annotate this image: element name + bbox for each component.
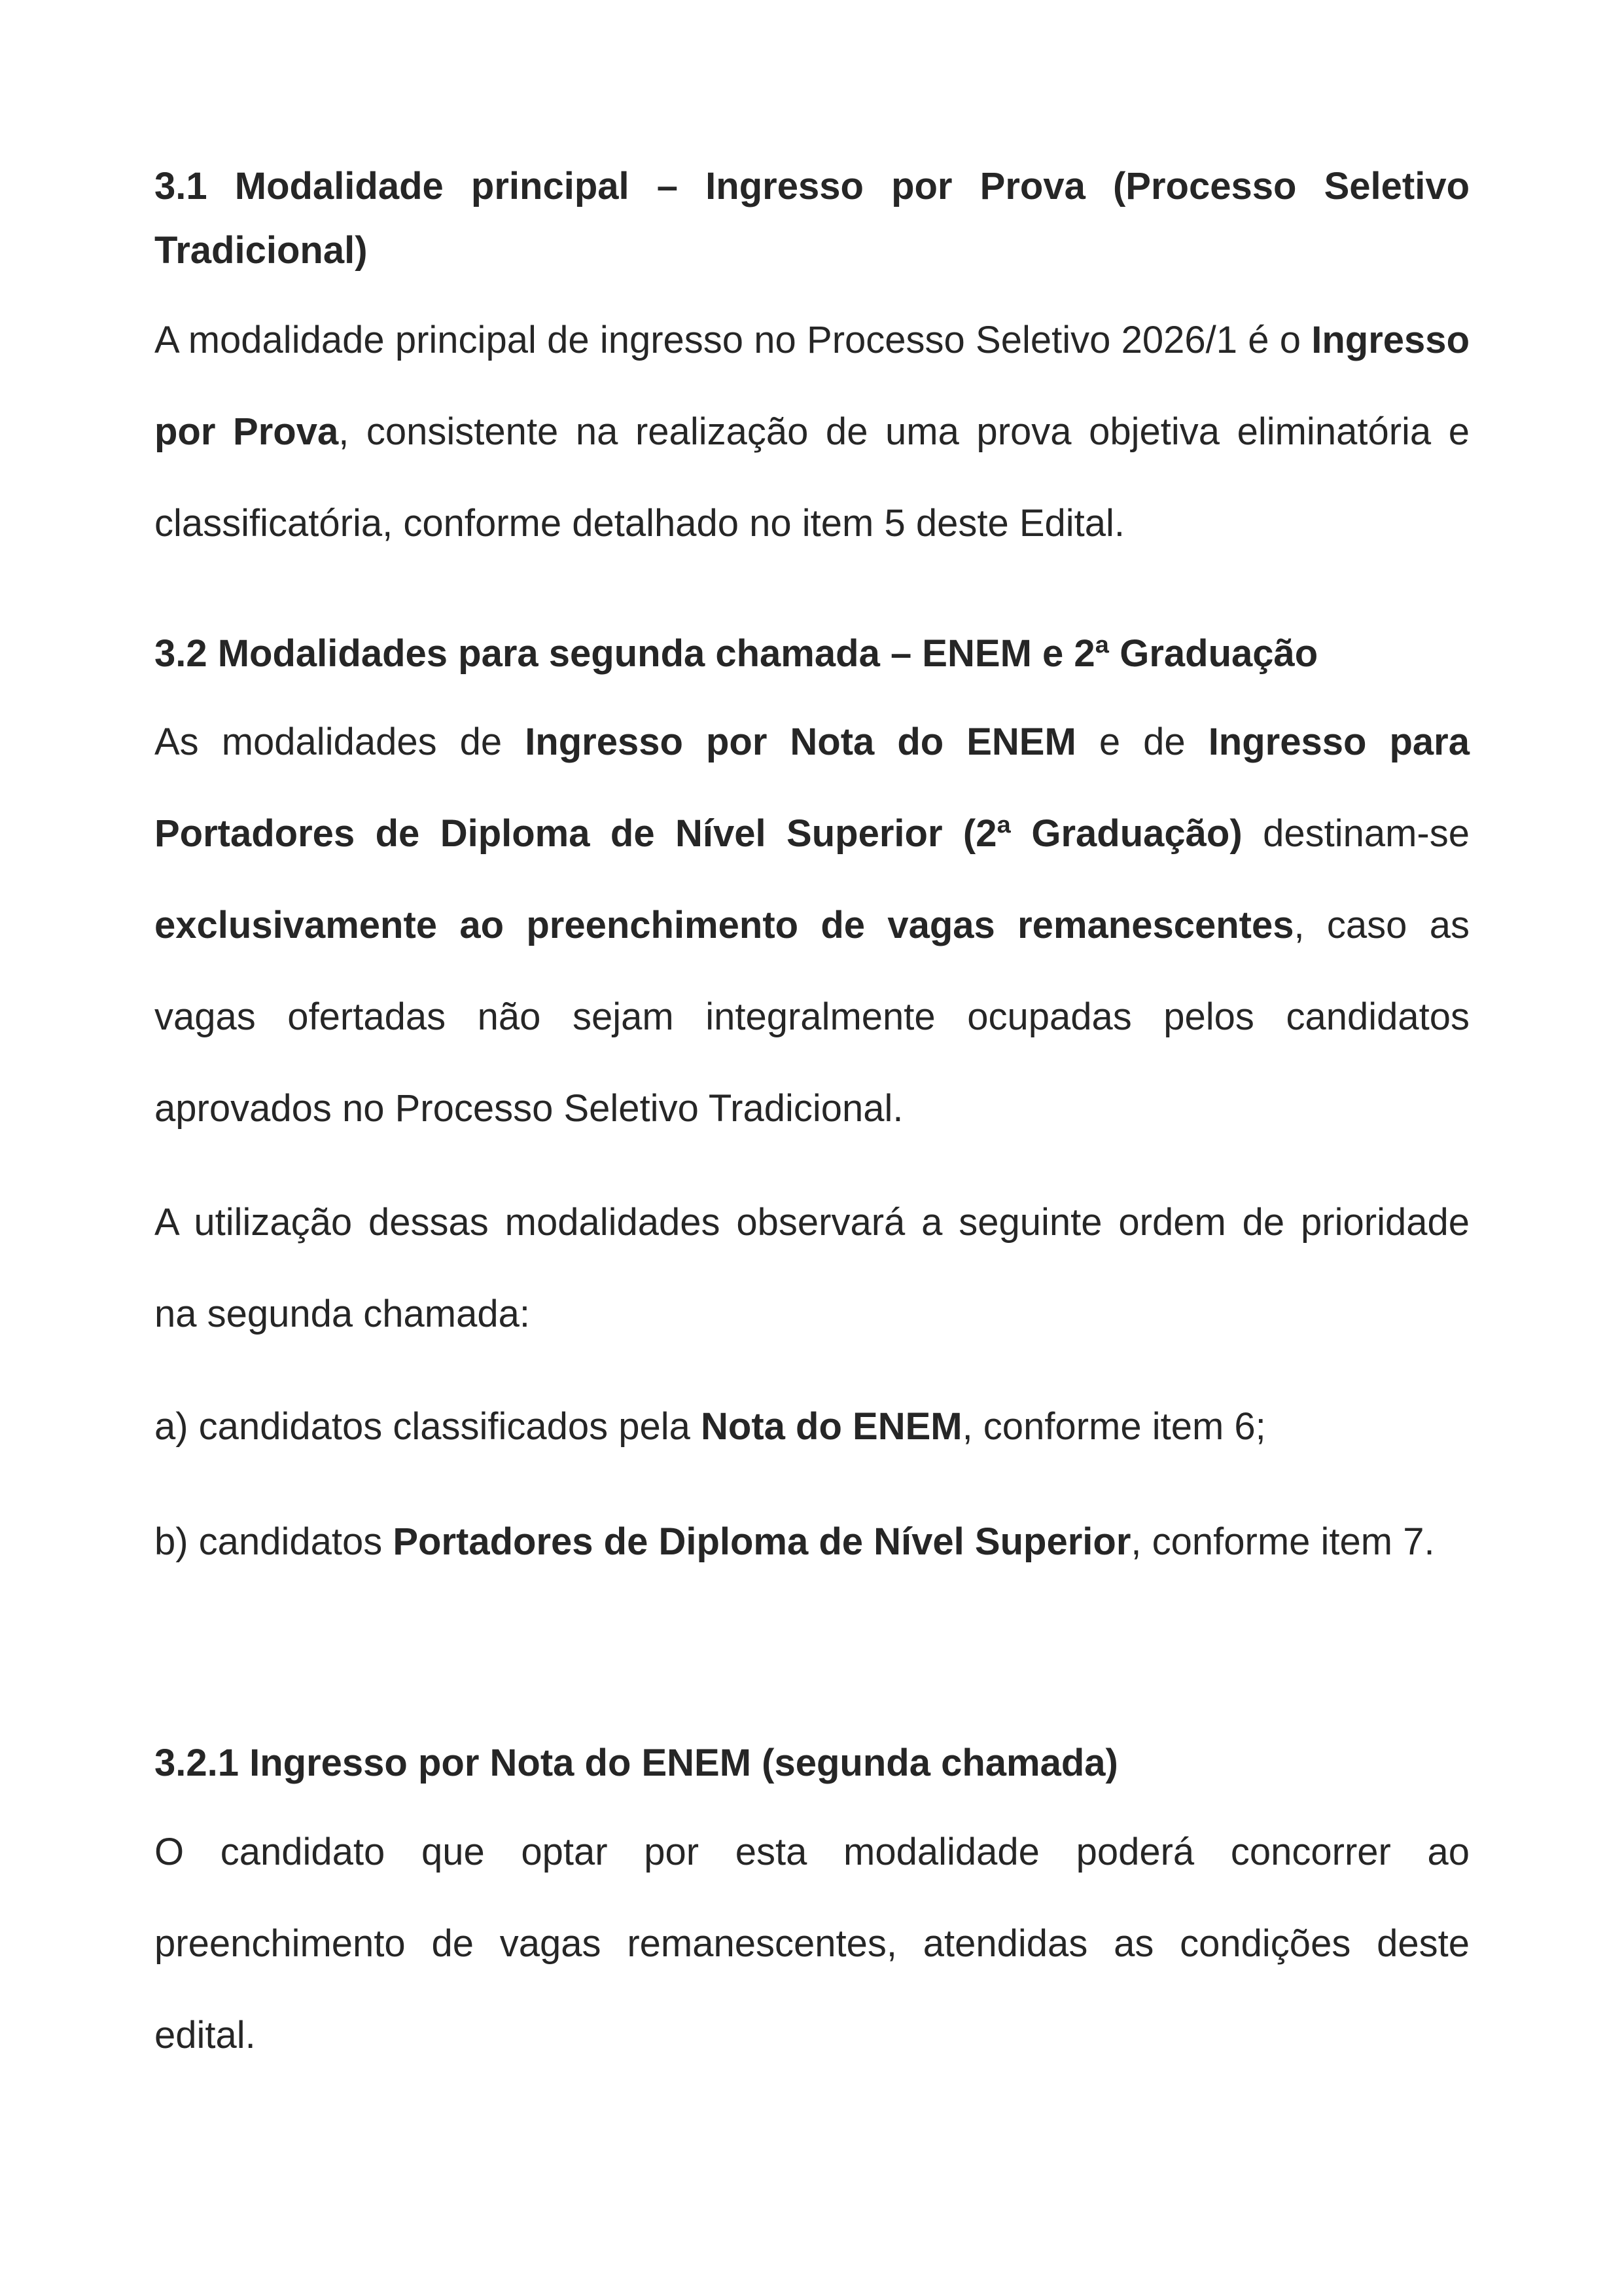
text-run: A modalidade principal de ingresso no Processo Seletivo 2026/1 é o (154, 319, 1312, 361)
bold-text-run: Ingresso por Nota do ENEM (525, 721, 1076, 763)
text-run: , conforme item 7. (1131, 1520, 1435, 1563)
bold-text-run: exclusivamente ao preenchimento de vagas remanescentes (154, 904, 1294, 946)
text-run: destinam-se (1242, 812, 1470, 855)
section-3-2-1-heading: 3.2.1 Ingresso por Nota do ENEM (segunda chamada) (154, 1742, 1118, 1784)
priority-item-a (154, 1381, 1470, 1473)
text-run: As modalidades de (154, 721, 525, 763)
text-run: b) candidatos (154, 1520, 393, 1563)
bold-text-run: Ingresso por Prova (154, 319, 1470, 453)
bold-text-run: Ingresso para Portadores de Diploma de Nível Superior (2ª Graduação) (154, 721, 1470, 855)
bold-text-run: Nota do ENEM (701, 1405, 962, 1448)
text-run: , caso as vagas ofertadas não sejam integralmente ocupadas pelos candidatos aprovados no Processo Seletivo Tradicional. (154, 904, 1470, 1130)
bold-text-run: Portadores de Diploma de Nível Superior (393, 1520, 1131, 1563)
section-3-1-heading: 3.1 Modalidade principal – Ingresso por Prova (Processo Seletivo Tradicional) (154, 165, 1470, 272)
text-run: a) candidatos classificados pela (154, 1405, 701, 1448)
section-3-2-heading: 3.2 Modalidades para segunda chamada – ENEM e 2ª Graduação (154, 632, 1318, 675)
section-3-1-paragraph (154, 295, 1470, 569)
section-3-2-1-paragraph: O candidato que optar por esta modalidade poderá concorrer ao preenchimento de vagas remanescentes, atendidas as condições deste edital. (154, 1831, 1470, 2056)
text-run: , conforme item 6; (962, 1405, 1266, 1448)
priority-item-b (154, 1496, 1470, 1588)
text-run: , consistente na realização de uma prova objetiva eliminatória e classificatória, conforme detalhado no item 5 deste Edital. (154, 410, 1470, 545)
text-run: e de (1076, 721, 1209, 763)
priority-order-paragraph: A utilização dessas modalidades observará a seguinte ordem de prioridade na segunda chamada: (154, 1201, 1470, 1335)
section-3-2-paragraph (154, 696, 1470, 1155)
